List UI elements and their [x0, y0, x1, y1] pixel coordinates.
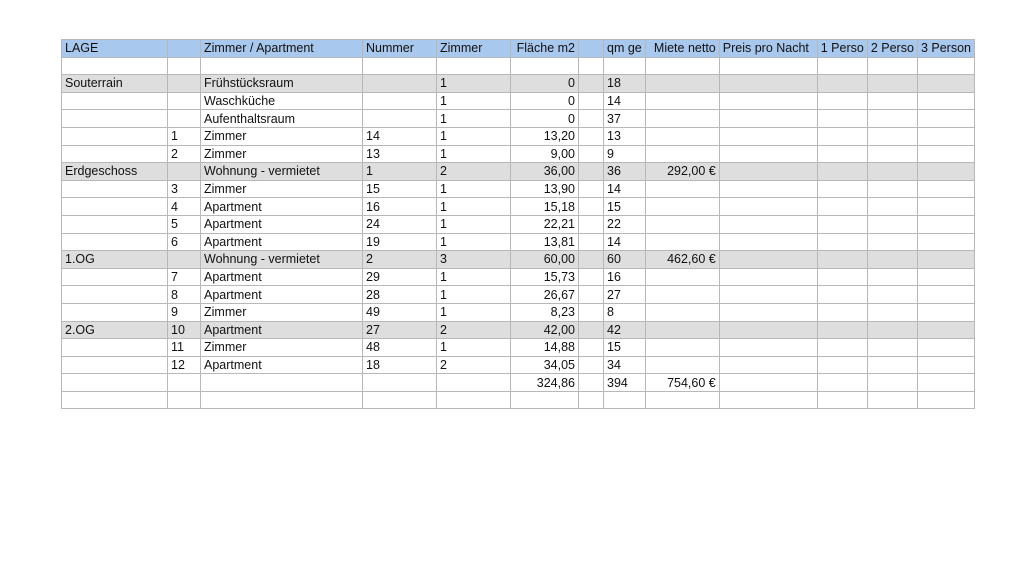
cell-blank[interactable] — [579, 286, 604, 304]
cell-zimmer-count[interactable] — [437, 374, 511, 392]
cell-nummer[interactable]: 15 — [363, 180, 437, 198]
column-header-zimmer-apartment[interactable]: Zimmer / Apartment — [201, 40, 363, 58]
cell-person-1[interactable] — [817, 339, 867, 357]
cell-lage[interactable] — [62, 339, 168, 357]
cell-blank[interactable] — [579, 110, 604, 128]
cell-qm[interactable]: 36 — [604, 163, 646, 181]
table-row — [62, 127, 975, 145]
cell-lage[interactable] — [62, 180, 168, 198]
cell-nr[interactable]: 3 — [168, 180, 201, 198]
cell-zimmer-apartment[interactable]: Zimmer — [201, 303, 363, 321]
cell-nr[interactable] — [168, 57, 201, 75]
cell-nummer[interactable] — [363, 57, 437, 75]
cell-zimmer-apartment[interactable]: Apartment — [201, 198, 363, 216]
cell-qm[interactable]: 37 — [604, 110, 646, 128]
cell-qm[interactable]: 15 — [604, 198, 646, 216]
cell-flaeche[interactable]: 36,00 — [511, 163, 579, 181]
cell-zimmer-apartment[interactable]: Apartment — [201, 233, 363, 251]
cell-zimmer-apartment[interactable]: Wohnung - vermietet — [201, 163, 363, 181]
cell-miete-netto[interactable]: 754,60 € — [645, 374, 719, 392]
cell-preis-pro-nacht[interactable] — [719, 356, 817, 374]
cell-miete-netto[interactable] — [645, 198, 719, 216]
cell-qm[interactable]: 13 — [604, 127, 646, 145]
cell-person-1[interactable] — [817, 127, 867, 145]
cell-person-2[interactable] — [867, 198, 917, 216]
cell-blank[interactable] — [579, 374, 604, 392]
cell-miete-netto[interactable] — [645, 180, 719, 198]
cell-nr[interactable]: 6 — [168, 233, 201, 251]
cell-person-2[interactable] — [867, 92, 917, 110]
cell-flaeche[interactable]: 42,00 — [511, 321, 579, 339]
cell-nummer[interactable]: 49 — [363, 303, 437, 321]
cell-flaeche[interactable]: 0 — [511, 92, 579, 110]
cell-flaeche[interactable]: 14,88 — [511, 339, 579, 357]
cell-person-2[interactable] — [867, 356, 917, 374]
cell-lage[interactable] — [62, 286, 168, 304]
cell-nr[interactable]: 2 — [168, 145, 201, 163]
cell-preis-pro-nacht[interactable] — [719, 268, 817, 286]
cell-person-2[interactable] — [867, 57, 917, 75]
cell-zimmer-count[interactable]: 1 — [437, 286, 511, 304]
cell-lage[interactable] — [62, 374, 168, 392]
cell-miete-netto[interactable] — [645, 391, 719, 409]
cell-person-2[interactable] — [867, 215, 917, 233]
column-header-lage[interactable]: LAGE — [62, 40, 168, 58]
cell-preis-pro-nacht[interactable] — [719, 127, 817, 145]
cell-blank[interactable] — [579, 57, 604, 75]
cell-person-3[interactable] — [917, 163, 974, 181]
cell-lage[interactable] — [62, 356, 168, 374]
cell-miete-netto[interactable]: 462,60 € — [645, 251, 719, 269]
cell-nr[interactable] — [168, 163, 201, 181]
cell-lage[interactable] — [62, 145, 168, 163]
cell-blank[interactable] — [579, 251, 604, 269]
cell-qm[interactable]: 15 — [604, 339, 646, 357]
cell-zimmer-apartment[interactable]: Waschküche — [201, 92, 363, 110]
cell-nummer[interactable] — [363, 391, 437, 409]
cell-person-1[interactable] — [817, 57, 867, 75]
table-row — [62, 215, 975, 233]
cell-nummer[interactable]: 14 — [363, 127, 437, 145]
cell-miete-netto[interactable] — [645, 286, 719, 304]
cell-zimmer-count[interactable]: 1 — [437, 268, 511, 286]
cell-zimmer-count[interactable] — [437, 57, 511, 75]
cell-person-3[interactable] — [917, 127, 974, 145]
cell-zimmer-apartment[interactable]: Apartment — [201, 286, 363, 304]
cell-miete-netto[interactable] — [645, 303, 719, 321]
cell-preis-pro-nacht[interactable] — [719, 198, 817, 216]
cell-person-1[interactable] — [817, 356, 867, 374]
cell-person-1[interactable] — [817, 198, 867, 216]
cell-blank[interactable] — [579, 215, 604, 233]
cell-person-3[interactable] — [917, 374, 974, 392]
cell-preis-pro-nacht[interactable] — [719, 92, 817, 110]
column-header-nr[interactable] — [168, 40, 201, 58]
table-row — [62, 268, 975, 286]
cell-flaeche[interactable]: 9,00 — [511, 145, 579, 163]
cell-nr[interactable]: 8 — [168, 286, 201, 304]
cell-person-1[interactable] — [817, 215, 867, 233]
cell-person-3[interactable] — [917, 215, 974, 233]
cell-lage[interactable]: Erdgeschoss — [62, 163, 168, 181]
cell-zimmer-count[interactable]: 1 — [437, 180, 511, 198]
cell-nr[interactable]: 10 — [168, 321, 201, 339]
cell-person-3[interactable] — [917, 303, 974, 321]
cell-flaeche[interactable]: 34,05 — [511, 356, 579, 374]
cell-person-3[interactable] — [917, 198, 974, 216]
cell-zimmer-count[interactable]: 2 — [437, 321, 511, 339]
cell-qm[interactable]: 27 — [604, 286, 646, 304]
cell-person-2[interactable] — [867, 251, 917, 269]
cell-nr[interactable] — [168, 75, 201, 93]
table-row — [62, 251, 975, 269]
cell-person-3[interactable] — [917, 180, 974, 198]
table-row — [62, 163, 975, 181]
cell-nummer[interactable] — [363, 110, 437, 128]
cell-person-1[interactable] — [817, 233, 867, 251]
cell-nr[interactable] — [168, 374, 201, 392]
cell-nummer[interactable]: 24 — [363, 215, 437, 233]
cell-miete-netto[interactable] — [645, 339, 719, 357]
cell-zimmer-count[interactable]: 1 — [437, 110, 511, 128]
cell-person-2[interactable] — [867, 163, 917, 181]
cell-zimmer-count[interactable]: 1 — [437, 215, 511, 233]
cell-preis-pro-nacht[interactable] — [719, 145, 817, 163]
table-row — [62, 303, 975, 321]
cell-person-2[interactable] — [867, 321, 917, 339]
cell-qm[interactable]: 34 — [604, 356, 646, 374]
cell-person-2[interactable] — [867, 374, 917, 392]
cell-zimmer-count[interactable]: 1 — [437, 339, 511, 357]
cell-nummer[interactable]: 1 — [363, 163, 437, 181]
cell-person-1[interactable] — [817, 268, 867, 286]
cell-zimmer-count[interactable]: 1 — [437, 233, 511, 251]
cell-nummer[interactable]: 19 — [363, 233, 437, 251]
cell-lage[interactable] — [62, 92, 168, 110]
cell-person-1[interactable] — [817, 163, 867, 181]
cell-preis-pro-nacht[interactable] — [719, 57, 817, 75]
cell-zimmer-apartment[interactable]: Apartment — [201, 268, 363, 286]
cell-nummer[interactable]: 2 — [363, 251, 437, 269]
cell-miete-netto[interactable] — [645, 57, 719, 75]
cell-qm[interactable]: 394 — [604, 374, 646, 392]
column-header-person-2[interactable]: 2 Perso — [867, 40, 917, 58]
cell-person-1[interactable] — [817, 321, 867, 339]
cell-blank[interactable] — [579, 198, 604, 216]
cell-flaeche[interactable]: 8,23 — [511, 303, 579, 321]
cell-zimmer-count[interactable]: 1 — [437, 127, 511, 145]
cell-lage[interactable] — [62, 198, 168, 216]
cell-flaeche[interactable]: 13,90 — [511, 180, 579, 198]
cell-person-2[interactable] — [867, 303, 917, 321]
cell-person-2[interactable] — [867, 75, 917, 93]
cell-zimmer-apartment[interactable] — [201, 374, 363, 392]
header-row — [62, 40, 975, 58]
cell-preis-pro-nacht[interactable] — [719, 180, 817, 198]
cell-miete-netto[interactable] — [645, 233, 719, 251]
cell-person-1[interactable] — [817, 75, 867, 93]
cell-lage[interactable] — [62, 110, 168, 128]
cell-flaeche[interactable]: 15,73 — [511, 268, 579, 286]
cell-person-3[interactable] — [917, 268, 974, 286]
cell-blank[interactable] — [579, 356, 604, 374]
cell-person-2[interactable] — [867, 110, 917, 128]
cell-qm[interactable]: 8 — [604, 303, 646, 321]
cell-miete-netto[interactable]: 292,00 € — [645, 163, 719, 181]
cell-person-1[interactable] — [817, 303, 867, 321]
cell-zimmer-apartment[interactable]: Zimmer — [201, 180, 363, 198]
cell-flaeche[interactable]: 13,81 — [511, 233, 579, 251]
cell-miete-netto[interactable] — [645, 127, 719, 145]
cell-qm[interactable]: 42 — [604, 321, 646, 339]
cell-lage[interactable] — [62, 233, 168, 251]
cell-person-2[interactable] — [867, 391, 917, 409]
cell-qm[interactable] — [604, 391, 646, 409]
cell-blank[interactable] — [579, 180, 604, 198]
cell-nummer[interactable]: 29 — [363, 268, 437, 286]
cell-lage[interactable] — [62, 215, 168, 233]
cell-flaeche[interactable] — [511, 391, 579, 409]
cell-nr[interactable]: 4 — [168, 198, 201, 216]
column-header-blank[interactable] — [579, 40, 604, 58]
cell-person-1[interactable] — [817, 180, 867, 198]
cell-zimmer-apartment[interactable] — [201, 57, 363, 75]
cell-preis-pro-nacht[interactable] — [719, 391, 817, 409]
cell-lage[interactable]: Souterrain — [62, 75, 168, 93]
cell-nummer[interactable]: 13 — [363, 145, 437, 163]
cell-miete-netto[interactable] — [645, 321, 719, 339]
cell-person-2[interactable] — [867, 145, 917, 163]
cell-zimmer-apartment[interactable]: Frühstücksraum — [201, 75, 363, 93]
cell-flaeche[interactable]: 0 — [511, 75, 579, 93]
table-row — [62, 92, 975, 110]
cell-lage[interactable] — [62, 57, 168, 75]
cell-flaeche[interactable]: 60,00 — [511, 251, 579, 269]
cell-flaeche[interactable]: 22,21 — [511, 215, 579, 233]
cell-flaeche[interactable]: 26,67 — [511, 286, 579, 304]
cell-miete-netto[interactable] — [645, 145, 719, 163]
cell-blank[interactable] — [579, 321, 604, 339]
cell-preis-pro-nacht[interactable] — [719, 75, 817, 93]
table-row — [62, 233, 975, 251]
cell-person-3[interactable] — [917, 286, 974, 304]
cell-nummer[interactable]: 27 — [363, 321, 437, 339]
cell-blank[interactable] — [579, 145, 604, 163]
cell-zimmer-apartment[interactable]: Apartment — [201, 215, 363, 233]
cell-lage[interactable] — [62, 127, 168, 145]
cell-person-3[interactable] — [917, 233, 974, 251]
cell-person-3[interactable] — [917, 251, 974, 269]
cell-qm[interactable]: 14 — [604, 92, 646, 110]
cell-lage[interactable] — [62, 268, 168, 286]
cell-miete-netto[interactable] — [645, 268, 719, 286]
cell-preis-pro-nacht[interactable] — [719, 163, 817, 181]
column-header-zimmer-count[interactable]: Zimmer — [437, 40, 511, 58]
cell-preis-pro-nacht[interactable] — [719, 303, 817, 321]
table-row — [62, 374, 975, 392]
cell-nr[interactable] — [168, 110, 201, 128]
cell-preis-pro-nacht[interactable] — [719, 321, 817, 339]
cell-zimmer-count[interactable]: 3 — [437, 251, 511, 269]
cell-person-1[interactable] — [817, 391, 867, 409]
cell-nummer[interactable] — [363, 92, 437, 110]
cell-flaeche[interactable]: 324,86 — [511, 374, 579, 392]
cell-preis-pro-nacht[interactable] — [719, 110, 817, 128]
table-row — [62, 180, 975, 198]
cell-blank[interactable] — [579, 391, 604, 409]
cell-blank[interactable] — [579, 127, 604, 145]
column-header-preis-pro-nacht[interactable]: Preis pro Nacht — [719, 40, 817, 58]
cell-person-1[interactable] — [817, 92, 867, 110]
cell-flaeche[interactable]: 13,20 — [511, 127, 579, 145]
cell-blank[interactable] — [579, 163, 604, 181]
cell-person-2[interactable] — [867, 233, 917, 251]
cell-flaeche[interactable] — [511, 57, 579, 75]
cell-flaeche[interactable]: 15,18 — [511, 198, 579, 216]
cell-person-1[interactable] — [817, 110, 867, 128]
cell-preis-pro-nacht[interactable] — [719, 233, 817, 251]
table-row — [62, 321, 975, 339]
cell-nr[interactable]: 11 — [168, 339, 201, 357]
cell-nr[interactable] — [168, 391, 201, 409]
cell-qm[interactable]: 16 — [604, 268, 646, 286]
cell-flaeche[interactable]: 0 — [511, 110, 579, 128]
cell-miete-netto[interactable] — [645, 215, 719, 233]
cell-preis-pro-nacht[interactable] — [719, 374, 817, 392]
cell-person-2[interactable] — [867, 286, 917, 304]
cell-person-3[interactable] — [917, 391, 974, 409]
cell-qm[interactable] — [604, 57, 646, 75]
table-row — [62, 110, 975, 128]
cell-nummer[interactable] — [363, 374, 437, 392]
cell-lage[interactable] — [62, 391, 168, 409]
cell-miete-netto[interactable] — [645, 356, 719, 374]
cell-person-1[interactable] — [817, 374, 867, 392]
cell-zimmer-count[interactable]: 2 — [437, 356, 511, 374]
cell-miete-netto[interactable] — [645, 92, 719, 110]
cell-nummer[interactable]: 48 — [363, 339, 437, 357]
table-row — [62, 198, 975, 216]
cell-zimmer-count[interactable] — [437, 391, 511, 409]
cell-person-1[interactable] — [817, 286, 867, 304]
cell-zimmer-count[interactable]: 1 — [437, 198, 511, 216]
cell-nummer[interactable]: 18 — [363, 356, 437, 374]
column-header-person-1[interactable]: 1 Perso — [817, 40, 867, 58]
cell-zimmer-count[interactable]: 2 — [437, 163, 511, 181]
cell-preis-pro-nacht[interactable] — [719, 286, 817, 304]
cell-person-3[interactable] — [917, 356, 974, 374]
column-header-qm[interactable]: qm ge — [604, 40, 646, 58]
cell-blank[interactable] — [579, 268, 604, 286]
cell-nummer[interactable] — [363, 75, 437, 93]
cell-person-1[interactable] — [817, 251, 867, 269]
table-row — [62, 339, 975, 357]
table-row — [62, 391, 975, 409]
cell-qm[interactable]: 60 — [604, 251, 646, 269]
column-header-nummer[interactable]: Nummer — [363, 40, 437, 58]
column-header-person-3[interactable]: 3 Person — [917, 40, 974, 58]
cell-blank[interactable] — [579, 339, 604, 357]
cell-nr[interactable]: 12 — [168, 356, 201, 374]
cell-nummer[interactable]: 28 — [363, 286, 437, 304]
cell-nr[interactable]: 7 — [168, 268, 201, 286]
table-row — [62, 75, 975, 93]
cell-nummer[interactable]: 16 — [363, 198, 437, 216]
cell-person-2[interactable] — [867, 127, 917, 145]
cell-zimmer-apartment[interactable]: Wohnung - vermietet — [201, 251, 363, 269]
cell-zimmer-count[interactable]: 1 — [437, 92, 511, 110]
table-row — [62, 286, 975, 304]
cell-person-2[interactable] — [867, 339, 917, 357]
column-header-flaeche[interactable]: Fläche m2 — [511, 40, 579, 58]
cell-lage[interactable] — [62, 303, 168, 321]
cell-qm[interactable]: 14 — [604, 180, 646, 198]
cell-miete-netto[interactable] — [645, 75, 719, 93]
cell-person-3[interactable] — [917, 145, 974, 163]
cell-person-3[interactable] — [917, 57, 974, 75]
cell-nr[interactable]: 9 — [168, 303, 201, 321]
cell-person-3[interactable] — [917, 110, 974, 128]
cell-qm[interactable]: 18 — [604, 75, 646, 93]
cell-zimmer-count[interactable]: 1 — [437, 145, 511, 163]
cell-zimmer-apartment[interactable]: Aufenthaltsraum — [201, 110, 363, 128]
cell-zimmer-apartment[interactable]: Zimmer — [201, 127, 363, 145]
cell-blank[interactable] — [579, 233, 604, 251]
cell-zimmer-count[interactable]: 1 — [437, 303, 511, 321]
cell-preis-pro-nacht[interactable] — [719, 215, 817, 233]
cell-qm[interactable]: 14 — [604, 233, 646, 251]
cell-qm[interactable]: 9 — [604, 145, 646, 163]
cell-lage[interactable]: 1.OG — [62, 251, 168, 269]
cell-miete-netto[interactable] — [645, 110, 719, 128]
cell-person-3[interactable] — [917, 321, 974, 339]
cell-zimmer-count[interactable]: 1 — [437, 75, 511, 93]
cell-person-3[interactable] — [917, 75, 974, 93]
cell-zimmer-apartment[interactable]: Apartment — [201, 321, 363, 339]
cell-person-1[interactable] — [817, 145, 867, 163]
spreadsheet-table — [61, 39, 975, 409]
cell-preis-pro-nacht[interactable] — [719, 339, 817, 357]
cell-nr[interactable]: 1 — [168, 127, 201, 145]
cell-blank[interactable] — [579, 303, 604, 321]
cell-person-3[interactable] — [917, 92, 974, 110]
column-header-miete-netto[interactable]: Miete netto — [645, 40, 719, 58]
cell-nr[interactable]: 5 — [168, 215, 201, 233]
cell-person-2[interactable] — [867, 180, 917, 198]
cell-nr[interactable] — [168, 251, 201, 269]
cell-zimmer-apartment[interactable]: Apartment — [201, 356, 363, 374]
cell-blank[interactable] — [579, 92, 604, 110]
cell-zimmer-apartment[interactable]: Zimmer — [201, 339, 363, 357]
cell-zimmer-apartment[interactable]: Zimmer — [201, 145, 363, 163]
table-row — [62, 57, 975, 75]
cell-lage[interactable]: 2.OG — [62, 321, 168, 339]
cell-qm[interactable]: 22 — [604, 215, 646, 233]
cell-zimmer-apartment[interactable] — [201, 391, 363, 409]
cell-nr[interactable] — [168, 92, 201, 110]
cell-person-3[interactable] — [917, 339, 974, 357]
table-row — [62, 356, 975, 374]
cell-blank[interactable] — [579, 75, 604, 93]
table-row — [62, 145, 975, 163]
cell-person-2[interactable] — [867, 268, 917, 286]
cell-preis-pro-nacht[interactable] — [719, 251, 817, 269]
